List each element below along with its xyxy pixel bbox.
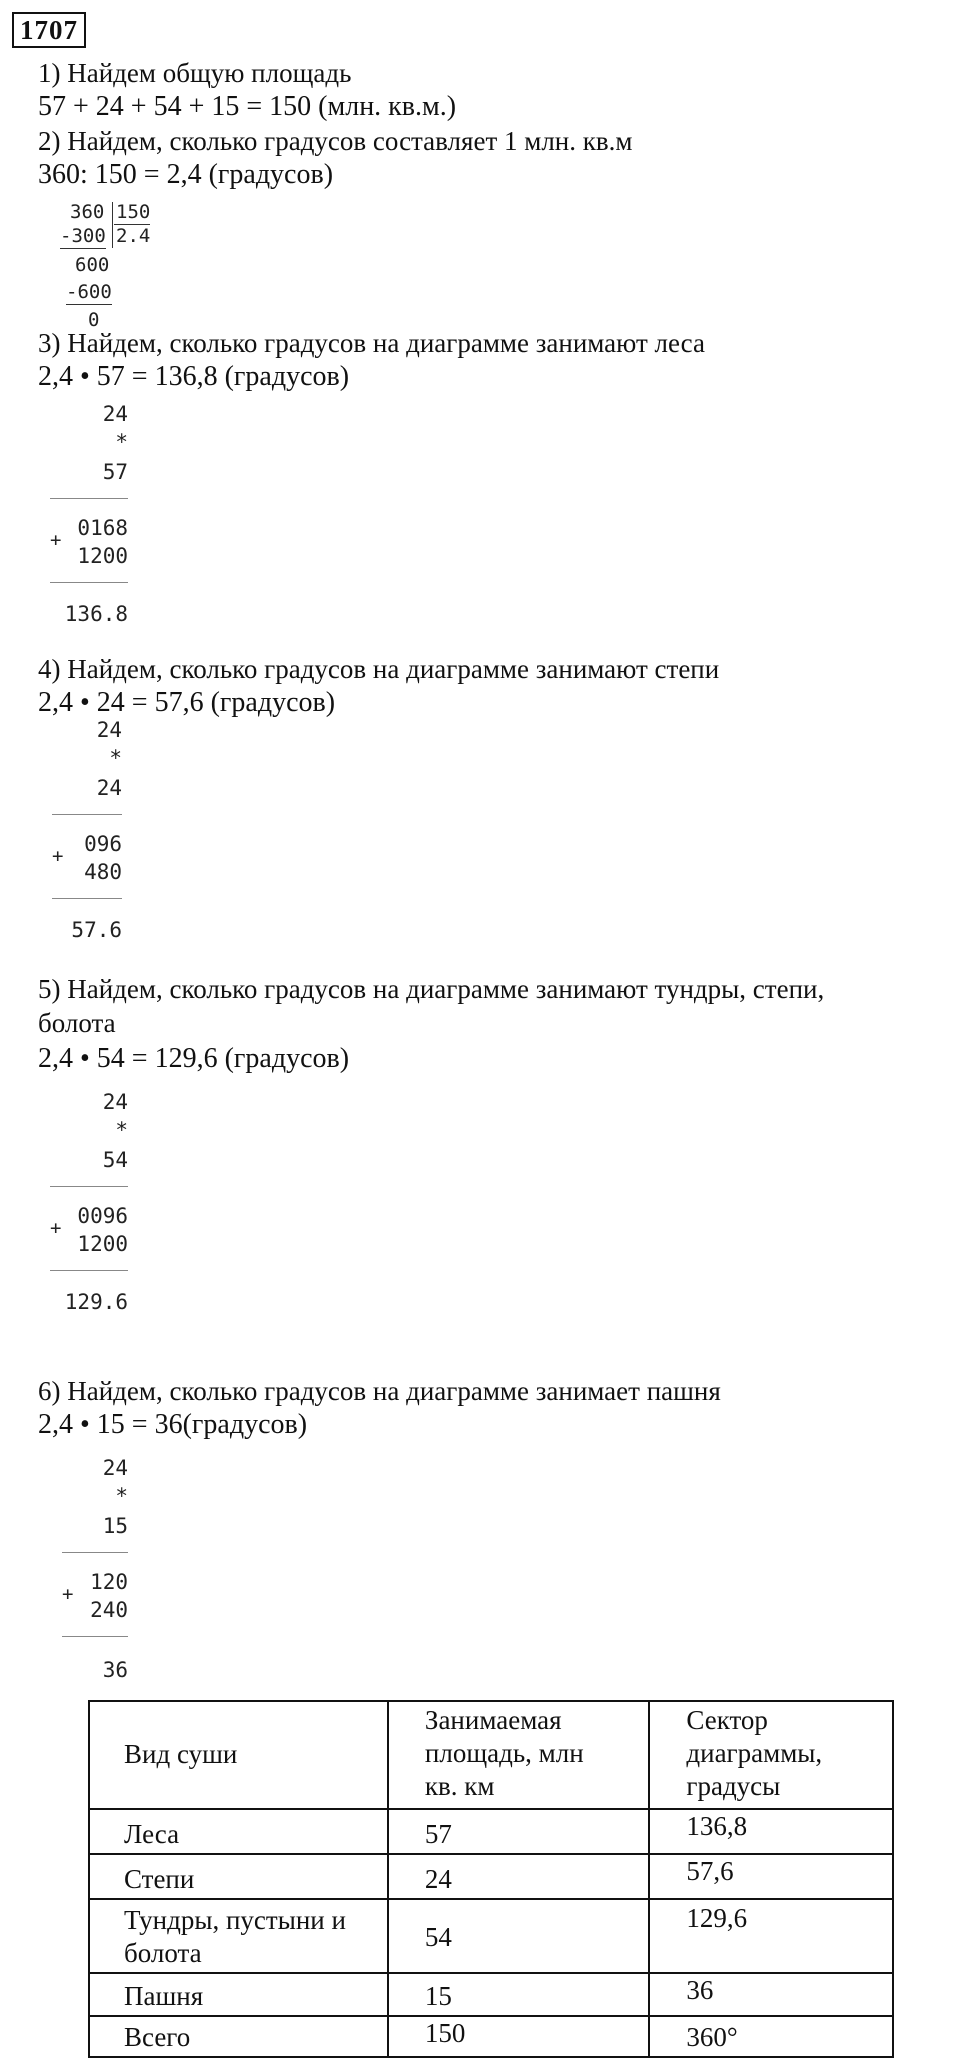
mult-4-operator: * [115, 1484, 128, 1508]
step-2-unit: (градусов) [208, 159, 334, 190]
mult-2-plus: + [52, 845, 64, 867]
step-4-heading: 4) Найдем, сколько градусов на диаграмме занимают степи [38, 654, 720, 684]
table-row [89, 1973, 893, 2016]
step-5-unit: (градусов) [224, 1043, 350, 1074]
mult-4-factor-a: 24 [102, 1456, 128, 1480]
table-header-area-line-3: кв. км [424, 1771, 495, 1801]
table-header-sector-line-3: градусы [686, 1771, 781, 1801]
mult-2-operator: * [109, 746, 122, 770]
mult-1-result: 136.8 [64, 602, 128, 626]
step-1-unit: (млн. кв.м.) [318, 91, 457, 122]
table-cell-name: Степи [89, 1854, 388, 1899]
mult-3-rule-bottom [50, 1270, 128, 1271]
table-header-area-line-1: Занимаемая [424, 1705, 562, 1735]
mult-4-factor-b: 15 [102, 1514, 128, 1538]
division-subtract-2: -600 [66, 281, 112, 303]
mult-4-partial-1: 120 [90, 1570, 128, 1594]
step-5-heading-line-2: болота [38, 1008, 116, 1038]
step-4-equation [38, 686, 335, 720]
table-cell-degrees: 57,6 [649, 1854, 893, 1899]
step-6-equation [38, 1408, 307, 1442]
table-cell-name-line-1: Тундры, пустыни и [124, 1905, 346, 1935]
table-cell-name-line-2: болота [124, 1938, 202, 1968]
mult-1-plus: + [50, 529, 62, 551]
table-cell-name [89, 1899, 388, 1973]
table-header-sector-line-1: Сектор [686, 1705, 768, 1735]
table-header-sector [649, 1701, 893, 1809]
multiplication-leса [50, 402, 128, 632]
table-header-sector-line-2: диаграммы, [686, 1738, 823, 1768]
step-4-formula: 2,4 • 24 = 57,6 [38, 687, 204, 718]
step-6-unit: (градусов) [182, 1409, 308, 1440]
division-remainder-1: 600 [75, 254, 110, 276]
table-cell-degrees: 36 [649, 1973, 893, 2016]
division-divisor: 150 [116, 201, 151, 223]
step-1-heading: 1) Найдем общую площадь [38, 58, 352, 88]
mult-2-rule-bottom [52, 898, 122, 899]
step-2-formula: 360: 150 = 2,4 [38, 159, 202, 190]
table-header-area [388, 1701, 649, 1809]
mult-2-factor-b: 24 [96, 776, 122, 800]
table-cell-name: Пашня [89, 1973, 388, 2016]
table-row-total [89, 2016, 893, 2057]
problem-number: 1707 [12, 12, 86, 48]
table-row [89, 1899, 893, 1973]
mult-3-result: 129.6 [64, 1290, 128, 1314]
division-bar-vertical [112, 202, 113, 248]
multiplication-tundra [50, 1090, 128, 1320]
table-cell-area: 15 [388, 1973, 649, 2016]
step-3-unit: (градусов) [224, 361, 350, 392]
land-sectors-table [88, 1700, 894, 2058]
mult-4-rule-top [62, 1552, 128, 1553]
division-remainder-final: 0 [88, 309, 100, 331]
mult-2-rule-top [52, 814, 122, 815]
step-5-heading-line-1: 5) Найдем, сколько градусов на диаграмме занимают тундры, степи, [38, 974, 825, 1004]
mult-3-partial-2: 1200 [77, 1232, 128, 1256]
mult-4-rule-bottom [62, 1636, 128, 1637]
table-cell-area: 54 [388, 1899, 649, 1973]
table-header-area-line-2: площадь, млн [424, 1738, 584, 1768]
mult-3-factor-a: 24 [102, 1090, 128, 1114]
division-subtract-1: -300 [60, 225, 106, 247]
mult-3-plus: + [50, 1217, 62, 1239]
table-header-row [89, 1701, 893, 1809]
long-division [60, 200, 170, 340]
mult-4-partial-2: 240 [90, 1598, 128, 1622]
step-6-heading: 6) Найдем, сколько градусов на диаграмме занимает пашня [38, 1376, 721, 1406]
step-4-unit: (градусов) [210, 687, 336, 718]
mult-3-rule-top [50, 1186, 128, 1187]
table-cell-name: Леса [89, 1809, 388, 1854]
step-1-equation [38, 90, 456, 124]
table-cell-area: 150 [388, 2016, 649, 2057]
table-header-land-type: Вид суши [89, 1701, 388, 1809]
table-cell-area: 57 [388, 1809, 649, 1854]
table-cell-degrees: 136,8 [649, 1809, 893, 1854]
table-cell-degrees: 129,6 [649, 1899, 893, 1973]
mult-1-rule-bottom [50, 582, 128, 583]
mult-3-partial-1: 0096 [77, 1204, 128, 1228]
mult-4-plus: + [62, 1583, 74, 1605]
table-row [89, 1809, 893, 1854]
table-cell-degrees: 360° [649, 2016, 893, 2057]
mult-1-partial-1: 0168 [77, 516, 128, 540]
step-1-formula: 57 + 24 + 54 + 15 = 150 [38, 91, 312, 122]
mult-2-partial-2: 480 [84, 860, 122, 884]
step-3-formula: 2,4 • 57 = 136,8 [38, 361, 218, 392]
step-5-formula: 2,4 • 54 = 129,6 [38, 1043, 218, 1074]
multiplication-stepi [52, 718, 122, 948]
mult-2-result: 57.6 [71, 918, 122, 942]
mult-4-result: 36 [102, 1658, 128, 1682]
step-3-heading: 3) Найдем, сколько градусов на диаграмме занимают леса [38, 328, 705, 358]
table-cell-area: 24 [388, 1854, 649, 1899]
step-2-heading: 2) Найдем, сколько градусов составляет 1 млн. кв.м [38, 126, 633, 156]
mult-3-factor-b: 54 [102, 1148, 128, 1172]
step-3-equation [38, 360, 349, 394]
division-quotient: 2.4 [116, 225, 151, 247]
table-cell-name: Всего [89, 2016, 388, 2057]
step-5-equation [38, 1042, 349, 1076]
step-2-equation [38, 158, 333, 192]
mult-2-factor-a: 24 [96, 718, 122, 742]
mult-1-rule-top [50, 498, 128, 499]
mult-1-operator: * [115, 430, 128, 454]
division-dividend: 360 [70, 201, 105, 223]
mult-2-partial-1: 096 [84, 832, 122, 856]
mult-1-partial-2: 1200 [77, 544, 128, 568]
table-row [89, 1854, 893, 1899]
step-6-formula: 2,4 • 15 = 36 [38, 1409, 183, 1440]
mult-1-factor-b: 57 [102, 460, 128, 484]
mult-3-operator: * [115, 1118, 128, 1142]
multiplication-pashnya [62, 1456, 128, 1688]
mult-1-factor-a: 24 [102, 402, 128, 426]
